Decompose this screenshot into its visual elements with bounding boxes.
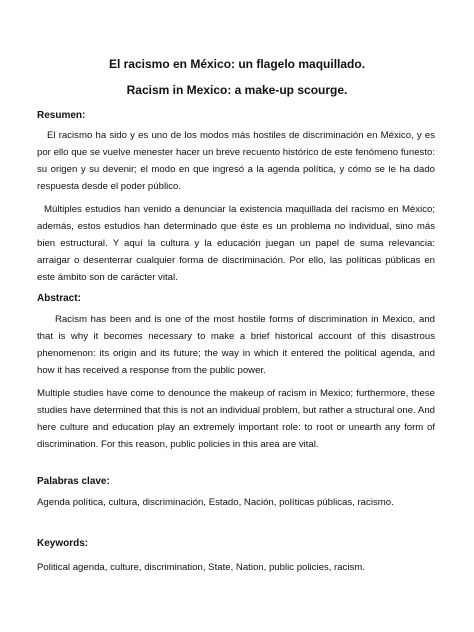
palabras-clave-text: Agenda política, cultura, discriminación, Estado, Nación, políticas públicas, racismo. (37, 497, 394, 508)
abstract-paragraph-1: Racism has been and is one of the most hostile forms of discrimination in Mexico, and that is why it becomes necessary to make a brief historical account of this disastrous phenomenon: its origin and its future; the way in which it entered the political agenda, and how it has received a response from the public power. (37, 314, 435, 376)
title-spanish: El racismo en México: un flagelo maquillado. (108, 57, 366, 71)
keywords-heading: Keywords: (37, 538, 89, 549)
palabras-clave-heading: Palabras clave: (37, 476, 110, 487)
abstract-paragraph-2: Multiple studies have come to denounce the makeup of racism in Mexico; furthermore, these studies have determined that this is not an individual problem, but rather a structural one. And here culture and education play an extremely important role: to root or unearth any form of discrimination. For this reason, public policies in this area are vital. (37, 388, 435, 450)
resumen-paragraph-2: Múltiples estudios han venido a denunciar la existencia maquillada del racismo en México; además, estos estudios han determinado que éste es un problema no individual, sino más bien estructural. Y aquí la cultura y la educación juegan un papel de suma relevancia: arraigar o desenterrar cualquier forma de discriminación. Por ello, las políticas públicas en este ámbito son de carácter vital. (37, 204, 435, 283)
title-english: Racism in Mexico: a make-up scourge. (126, 83, 348, 97)
resumen-paragraph-1: El racismo ha sido y es uno de los modos más hostiles de discriminación en México, y es por ello que se vuelve menester hacer un breve recuento histórico de este fenómeno funesto: su origen y su devenir; el modo en que ingresó a la agenda política, y cómo se le ha dado respuesta desde el poder público. (37, 130, 435, 192)
resumen-heading: Resumen: (37, 110, 86, 121)
keywords-text: Political agenda, culture, discrimination, State, Nation, public policies, racism. (37, 562, 365, 573)
abstract-heading: Abstract: (37, 293, 81, 304)
